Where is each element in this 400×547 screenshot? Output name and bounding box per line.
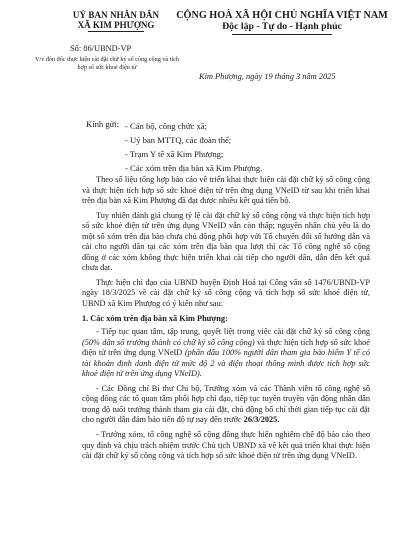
body-paragraph: Theo số liệu tổng hợp báo cáo về triển khai thực hiện cài đặt chữ ký số công cộng và thực hiện tích hợp sổ sức khoẻ điện tử trên ứng dụng VNeID từ sau khi triển khai trên địa bàn xã Kim Phượng đã đạt được nhiều kết quả tiến bộ.: [82, 175, 370, 206]
body-paragraph: [82, 384, 370, 426]
text-run: - Tiếp tục quan tâm, tập trung, quyết liệt trong việc cài đặt chữ ký số công cộng: [96, 327, 370, 337]
recipient-item: - Trạm Y tế xã Kim Phượng;: [125, 149, 224, 159]
section-heading: 1. Các xóm trên địa bàn xã Kim Phượng:: [82, 313, 228, 323]
org-underline: [88, 31, 144, 32]
body-paragraph: [82, 327, 370, 380]
national-header: [172, 10, 392, 35]
nation-title: CỘNG HOÀ XÃ HỘI CHỦ NGHĨA VIỆT NAM: [176, 10, 388, 21]
issuing-organization: [46, 10, 186, 32]
motto-underline: [232, 34, 332, 35]
deadline-date: 26/3/2025.: [243, 415, 280, 425]
recipients-label: Kính gửi:: [86, 119, 120, 129]
recipient-item: - Các xóm trên địa bàn xã Kim Phượng.: [125, 163, 263, 173]
text-run: - Các Đồng chí Bí thư Chi bộ, Trưởng xóm và các Thành viên tổ công nghệ số cộng đồng các tổ quan tâm phối hợp chỉ đạo, tiếp tục tuyên truyền vận động nhân dân trong độ tuổi trưởng thành tham gia cài đặt, chủ động bố chí thời gian tiếp tục cài đặt cho người dân đảm bảo tiến độ tự nay đến trước: [82, 383, 370, 425]
recipients-list: [125, 119, 365, 175]
document-date: Kim Phượng, ngày 19 tháng 3 năm 2025: [199, 72, 336, 81]
letter-body: [82, 175, 370, 466]
recipient-item: - Cán bộ, công chức xã;: [125, 121, 207, 131]
org-name-line2: XÃ KIM PHƯỢNG: [77, 20, 155, 30]
italic-note: (50% dân số trưởng thành có chữ ký số công cộng): [82, 337, 255, 347]
body-paragraph: - Trưởng xóm, tổ công nghệ số cộng đồng thực hiện nghiêm chế độ báo cáo theo quy định và chịu trách nhiệm trước Chủ tịch UBND xã về kết quả triển khai thực hiện cài đặt chữ ký số công cộng và tích hợp sổ sức khoẻ điện tử trên ứng dụng VNeID.: [82, 430, 370, 461]
national-motto: Độc lập - Tự do - Hạnh phúc: [222, 21, 342, 32]
document-number: Số: 86/UBND-VP: [70, 44, 132, 53]
italic-note: (phấn đấu 100% người dân tham gia bảo hiểm Y tế có tài khoản định danh điện tử mức độ 2 và điện thoại thông minh được tích hợp sức khoẻ điện tử trên ứng dụng VNeID).: [82, 348, 371, 379]
document-subject: V/v đôn đốc thực hiện cài đặt chữ ký số công cộng và tích hợp sổ sức khoẻ điện tử: [35, 56, 179, 71]
recipient-item: - Uỷ ban MTTQ, các đoàn thể;: [125, 135, 232, 145]
text-run: và thực hiện tích hợp sổ sức khoẻ điện tử trên ứng dụng VNeID: [82, 337, 370, 358]
body-paragraph: Thực hiện chỉ đạo của UBND huyện Định Hoá tại Công văn số 1476/UBND-VP ngày 18/3/2025 về cài đặt chữ ký số công cộng và tích hợp sổ sức khoẻ điện tử, UBND xã Kim Phượng có ý kiến như sau:: [82, 277, 370, 309]
org-name-line1: UỶ BAN NHÂN DÂN: [72, 10, 160, 20]
body-paragraph: Tuy nhiên đánh giá chung tỷ lệ cài đặt chữ ký số công cộng và thực hiện tích hợp sổ sức khoẻ điện tử trên ứng dụng VNeID vẫn còn thấp; nguyên nhân chủ yếu là do một số xóm trên địa bàn chưa chủ động phối hợp với Tổ chuyển đổi số hướng dẫn và cài cho người dân tại các xóm trên địa bàn qua lượt thì các Tổ công nghệ số cộng đồng ở các xóm không thực hiện triển khai cài tiếp cho người dân, dẫn đến kết quả chưa đạt.: [82, 210, 370, 273]
